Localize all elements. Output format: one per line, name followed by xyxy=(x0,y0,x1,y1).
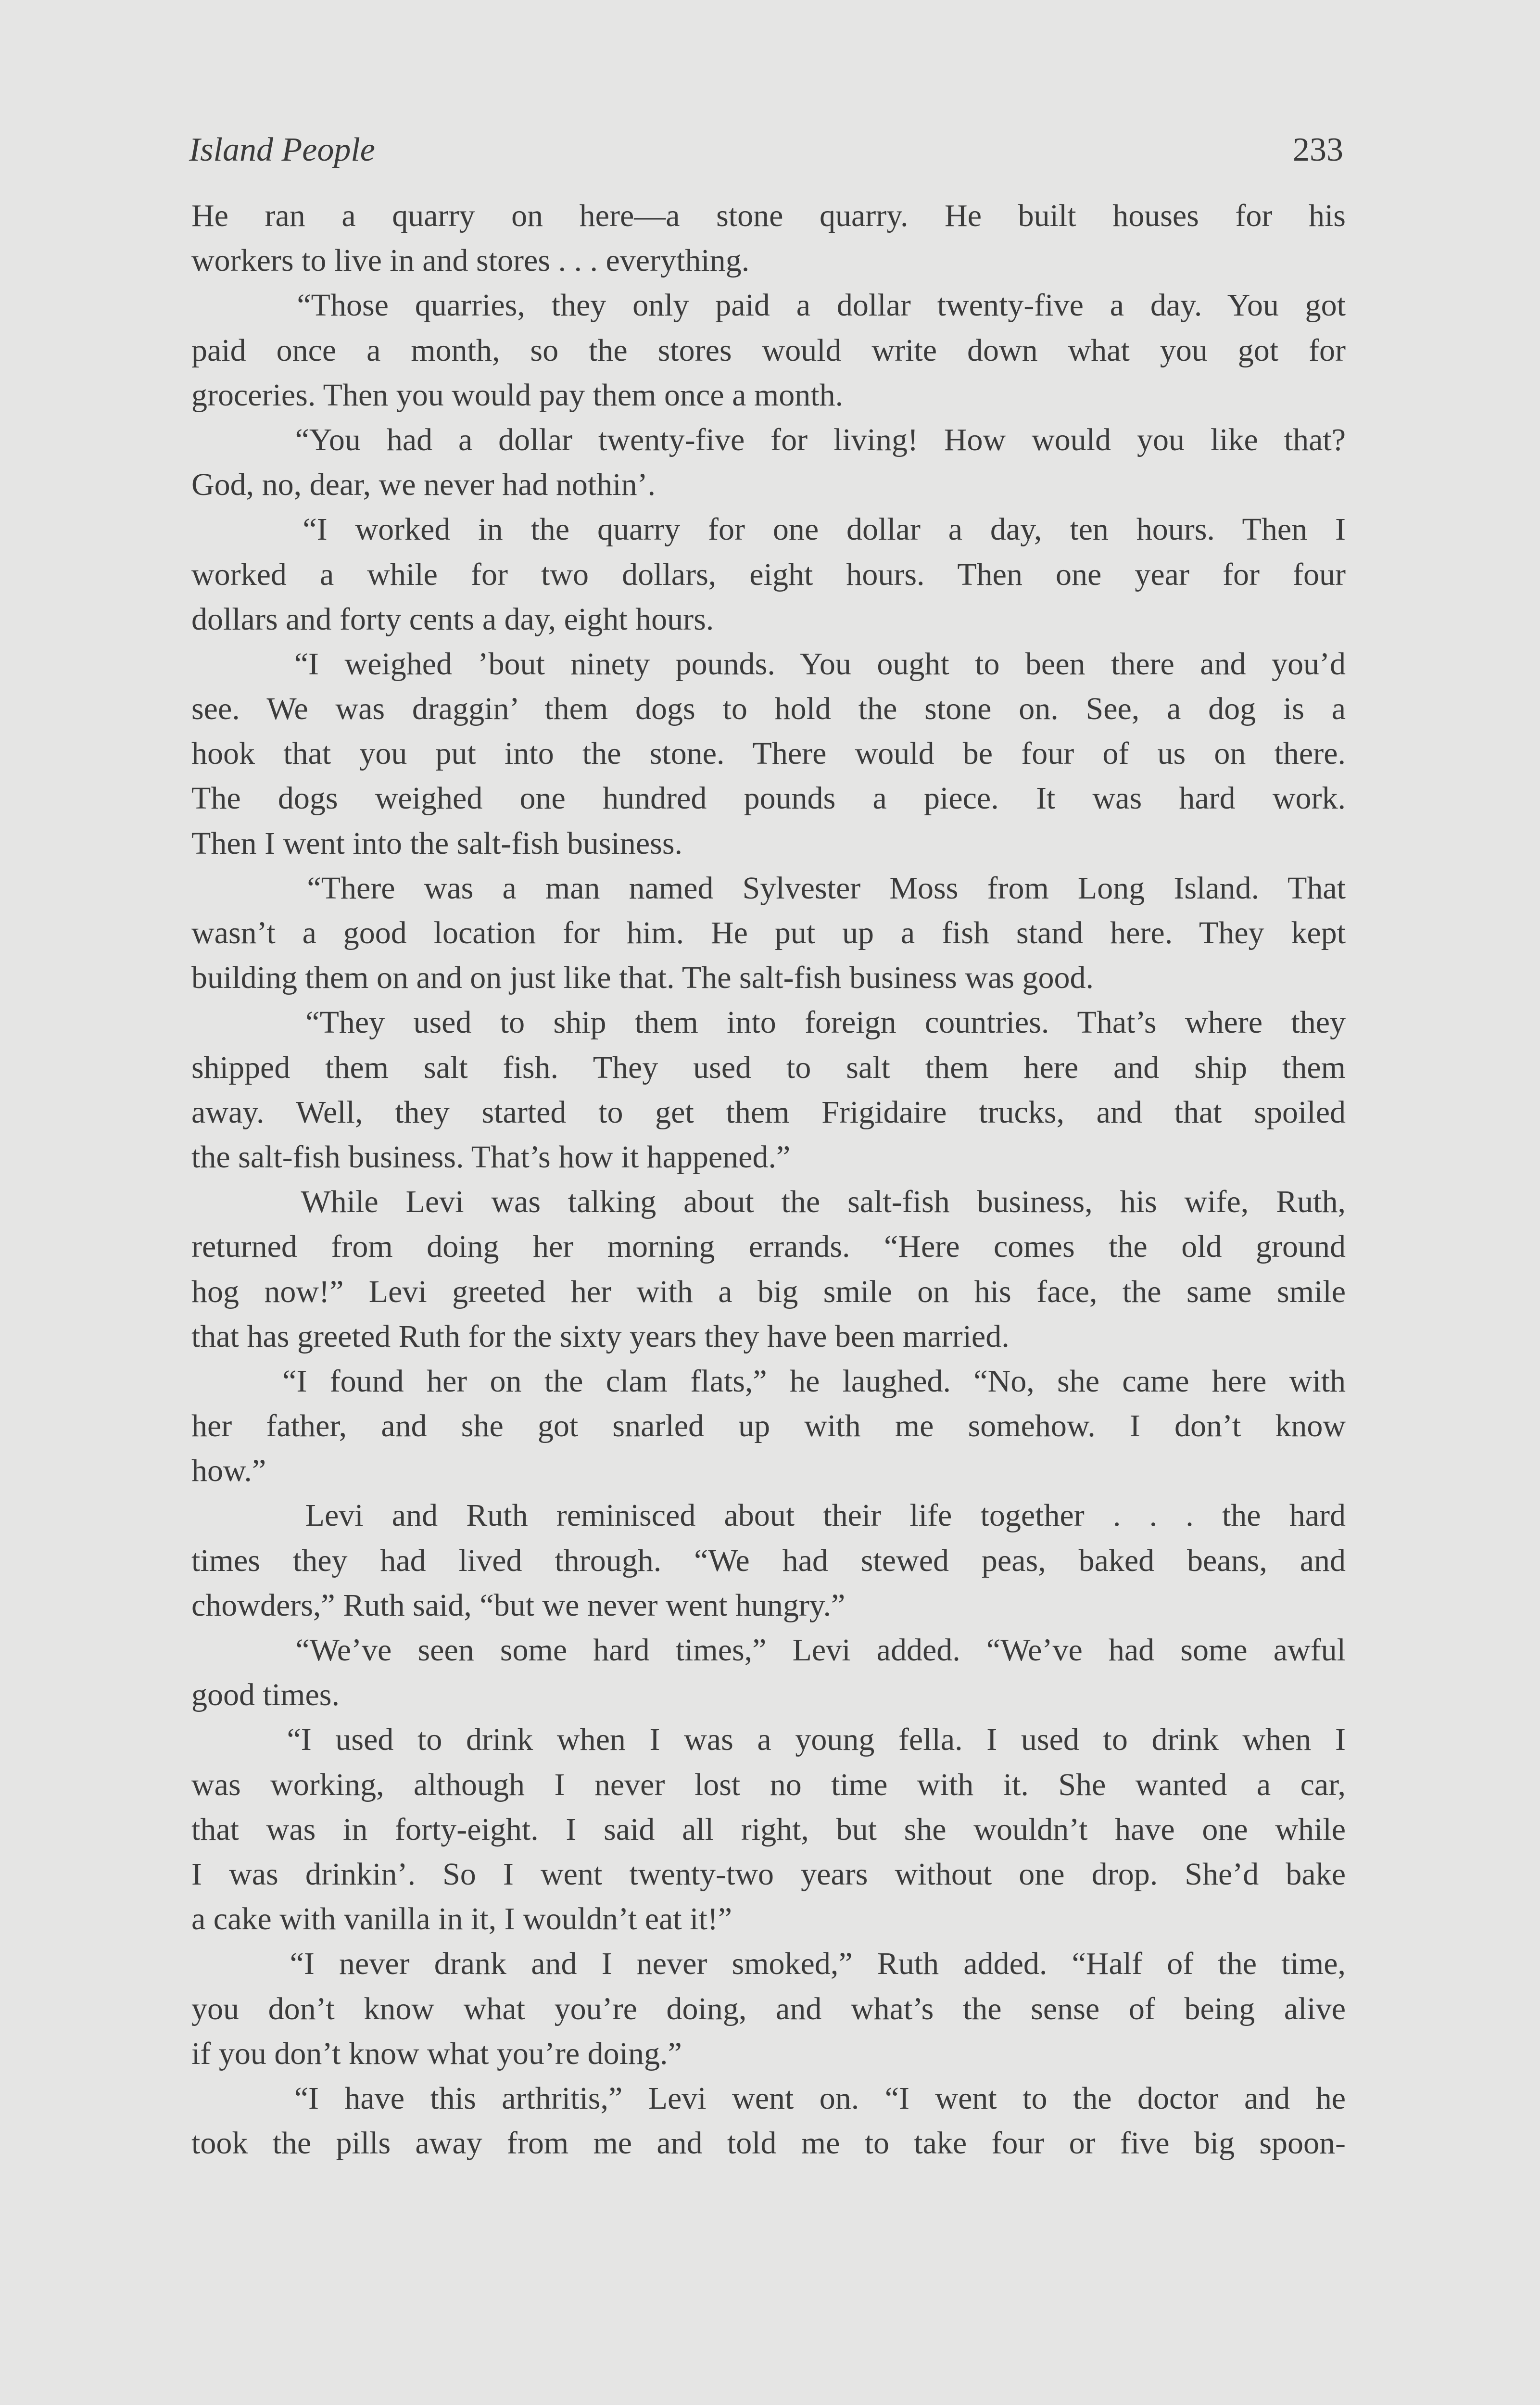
text-line: hog now!” Levi greeted her with a big smile on his face, the same smile xyxy=(191,1274,1346,1309)
text-line: “I used to drink when I was a young fella. I used to drink when I xyxy=(191,1722,1346,1758)
text-line: Levi and Ruth reminisced about their life together . . . the hard xyxy=(191,1498,1346,1533)
text-line: “We’ve seen some hard times,” Levi added. “We’ve had some awful xyxy=(191,1633,1346,1668)
text-line: wasn’t a good location for him. He put up a fish stand here. They kept xyxy=(191,915,1346,950)
running-head-title: Island People xyxy=(189,131,375,168)
text-line: a cake with vanilla in it, I wouldn’t eat it!” xyxy=(191,1901,732,1937)
text-line: building them on and on just like that. The salt-fish business was good. xyxy=(191,960,1094,996)
text-line: hook that you put into the stone. There would be four of us on there. xyxy=(191,736,1346,772)
body-text xyxy=(191,193,1346,2165)
text-line: I was drinkin’. So I went twenty-two years without one drop. She’d bake xyxy=(191,1856,1346,1892)
text-line: “There was a man named Sylvester Moss from Long Island. That xyxy=(191,870,1346,906)
text-line: God, no, dear, we never had nothin’. xyxy=(191,467,656,503)
text-line: “I weighed ’bout ninety pounds. You ought to been there and you’d xyxy=(191,646,1346,682)
text-line: The dogs weighed one hundred pounds a piece. It was hard work. xyxy=(191,781,1346,816)
text-line: that was in forty-eight. I said all right, but she wouldn’t have one while xyxy=(191,1811,1346,1847)
text-line: chowders,” Ruth said, “but we never went hungry.” xyxy=(191,1587,846,1623)
text-line: if you don’t know what you’re doing.” xyxy=(191,2036,682,2071)
text-line: worked a while for two dollars, eight hours. Then one year for four xyxy=(191,557,1346,592)
text-line: workers to live in and stores . . . everything. xyxy=(191,243,750,278)
text-line: groceries. Then you would pay them once a month. xyxy=(191,377,844,413)
text-line: see. We was draggin’ them dogs to hold the stone on. See, a dog is a xyxy=(191,691,1346,727)
text-line: paid once a month, so the stores would write down what you got for xyxy=(191,332,1346,368)
page-number: 233 xyxy=(1293,131,1343,168)
text-line: her father, and she got snarled up with me somehow. I don’t know xyxy=(191,1408,1346,1444)
text-line: “Those quarries, they only paid a dollar twenty-five a day. You got xyxy=(191,288,1346,323)
running-head xyxy=(189,126,1343,174)
text-line: away. Well, they started to get them Frigidaire trucks, and that spoiled xyxy=(191,1094,1346,1130)
text-line: took the pills away from me and told me to take four or five big spoon- xyxy=(191,2126,1346,2161)
text-line: “You had a dollar twenty-five for living! How would you like that? xyxy=(191,422,1346,457)
text-line: “I found her on the clam flats,” he laughed. “No, she came here with xyxy=(191,1363,1346,1399)
text-line: you don’t know what you’re doing, and what’s the sense of being alive xyxy=(191,1991,1346,2026)
text-line: “I never drank and I never smoked,” Ruth added. “Half of the time, xyxy=(191,1946,1346,1982)
text-line: dollars and forty cents a day, eight hours. xyxy=(191,601,714,637)
text-line: While Levi was talking about the salt-fish business, his wife, Ruth, xyxy=(191,1184,1346,1220)
text-line: “They used to ship them into foreign countries. That’s where they xyxy=(191,1005,1346,1040)
text-line: “I worked in the quarry for one dollar a day, ten hours. Then I xyxy=(191,512,1346,547)
text-line: “I have this arthritis,” Levi went on. “I went to the doctor and he xyxy=(191,2080,1346,2116)
text-line: the salt-fish business. That’s how it happened.” xyxy=(191,1139,791,1175)
text-line: good times. xyxy=(191,1677,340,1713)
text-line: returned from doing her morning errands. “Here comes the old ground xyxy=(191,1229,1346,1265)
text-line: how.” xyxy=(191,1453,266,1489)
text-line: times they had lived through. “We had stewed peas, baked beans, and xyxy=(191,1543,1346,1578)
text-line: shipped them salt fish. They used to salt them here and ship them xyxy=(191,1050,1346,1085)
text-line: that has greeted Ruth for the sixty years they have been married. xyxy=(191,1318,1010,1354)
text-line: was working, although I never lost no time with it. She wanted a car, xyxy=(191,1767,1346,1802)
text-line: He ran a quarry on here—a stone quarry. He built houses for his xyxy=(191,198,1346,233)
text-line: Then I went into the salt-fish business. xyxy=(191,825,683,861)
